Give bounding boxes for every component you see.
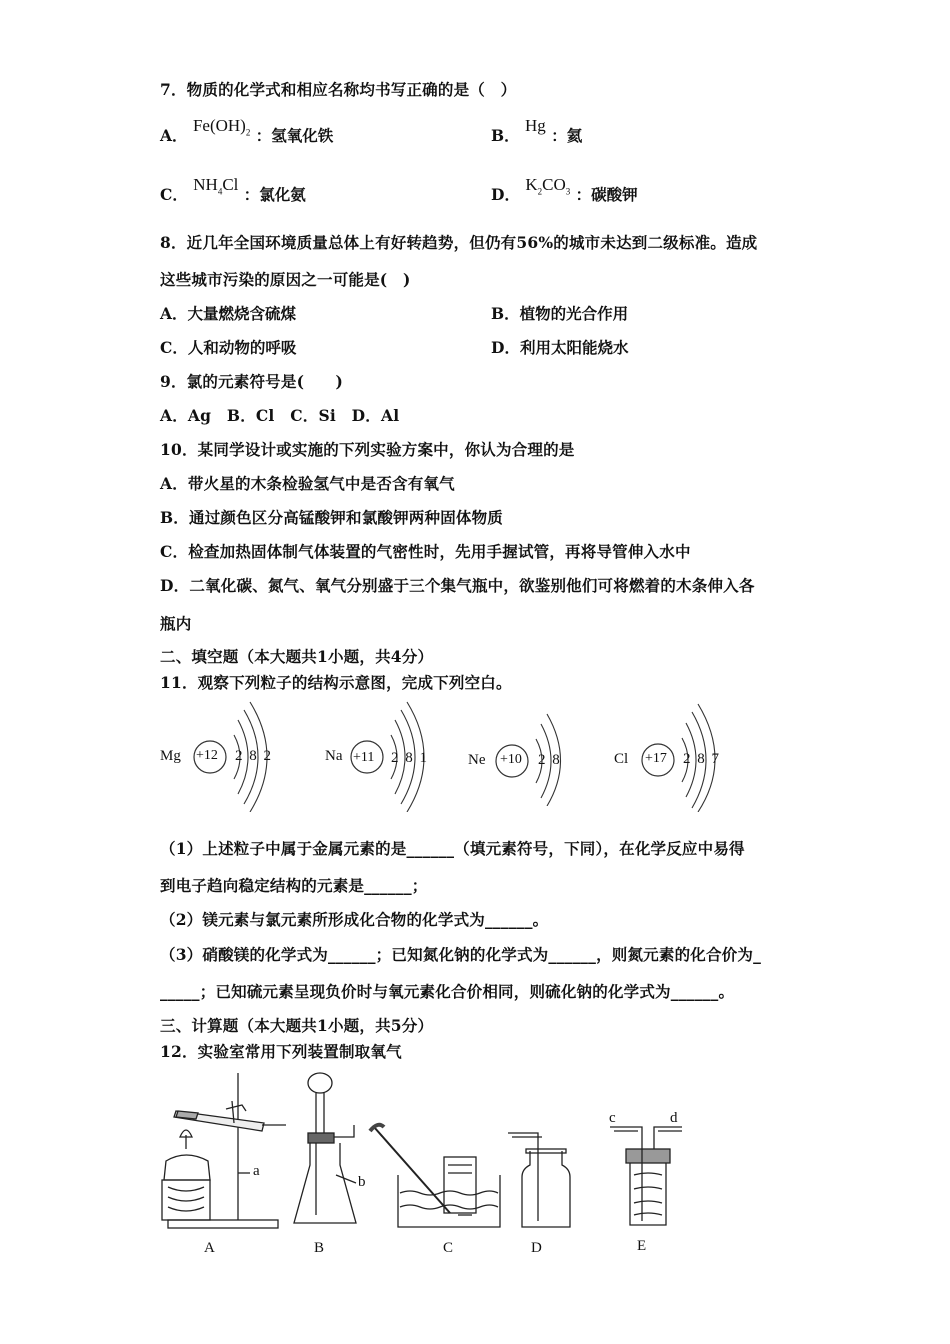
atom-symbol-mg: Mg (160, 748, 181, 764)
atom-shells-ne (468, 706, 578, 806)
q11-part3-line2: _____；已知硫元素呈现负价时与氧元素化合价相同，则硫化钠的化学式为______。 (160, 982, 735, 1001)
apparatus-drawing (158, 1065, 698, 1240)
apparatus-b-flask (294, 1073, 356, 1223)
atom-shells-cl (612, 700, 752, 812)
atom-shells-na (325, 700, 465, 812)
electron-shells-na: 2 8 1 (391, 750, 427, 766)
q8-option-c[interactable]: C．人和动物的呼吸 (160, 338, 297, 357)
q7-option-c[interactable]: C． $NH_4Cl$ ：氯化氨 (160, 175, 306, 204)
apparatus-mark-d: d (670, 1110, 678, 1126)
q11-part2: （2）镁元素与氯元素所形成化合物的化学式为______。 (160, 910, 549, 929)
apparatus-d-bottle (508, 1133, 570, 1227)
q10-option-b[interactable]: B．通过颜色区分高锰酸钾和氯酸钾两种固体物质 (160, 508, 504, 527)
q10-option-a[interactable]: A．带火星的木条检验氢气中是否含有氧气 (160, 474, 455, 493)
q10-stem: 10．某同学设计或实施的下列实验方案中，你认为合理的是 (160, 440, 575, 459)
apparatus-mark-b: b (358, 1174, 366, 1190)
q12-stem: 12．实验室常用下列装置制取氧气 (160, 1042, 402, 1061)
nucleus-charge-cl: +17 (645, 751, 667, 766)
atom-shells-mg (160, 700, 300, 812)
formula-k2co3: $K_2CO_3$ (525, 175, 571, 197)
formula-hg: Hg (525, 116, 546, 135)
apparatus-label-e: E (637, 1238, 647, 1254)
formula-fe-oh-2: $Fe(OH)_2$ (192, 116, 251, 138)
apparatus-mark-a: a (253, 1163, 260, 1179)
q8-option-a[interactable]: A．大量燃烧含硫煤 (160, 304, 297, 323)
q7-option-a[interactable]: A． $Fe(OH)_2$ ：氢氧化铁 (160, 116, 334, 145)
electron-shells-mg: 2 8 2 (235, 748, 271, 764)
atom-symbol-ne: Ne (468, 752, 486, 768)
section-fill-in-heading: 二、填空题（本大题共1小题，共4分） (160, 647, 434, 666)
q10-option-c[interactable]: C．检查加热固体制气体装置的气密性时，先用手握试管，再将导管伸入水中 (160, 542, 691, 561)
apparatus-mark-c: c (609, 1110, 616, 1126)
q11-part3-line1: （3）硝酸镁的化学式为______；已知氮化钠的化学式为______，则氮元素的化合价为_ (160, 945, 762, 964)
apparatus-label-a: A (204, 1240, 215, 1256)
apparatus-label-c: C (443, 1240, 454, 1256)
q7-stem: 7．物质的化学式和相应名称均书写正确的是（ ） (160, 80, 517, 99)
q7-option-b[interactable]: B． Hg ：氦 (491, 116, 583, 145)
section-calculation-heading: 三、计算题（本大题共1小题，共5分） (160, 1016, 434, 1035)
atom-symbol-na: Na (325, 748, 343, 764)
apparatus-label-b: B (314, 1240, 325, 1256)
q8-option-d[interactable]: D．利用太阳能烧水 (491, 338, 629, 357)
nucleus-charge-ne: +10 (500, 752, 522, 767)
q8-stem-line2: 这些城市污染的原因之一可能是( ) (160, 270, 411, 289)
q9-stem: 9．氯的元素符号是( ) (160, 372, 344, 391)
atom-symbol-cl: Cl (614, 751, 629, 767)
q10-option-d-line2[interactable]: 瓶内 (160, 614, 192, 633)
q11-stem: 11．观察下列粒子的结构示意图，完成下列空白。 (160, 673, 512, 692)
apparatus-label-d: D (531, 1240, 542, 1256)
nucleus-charge-mg: +12 (196, 748, 218, 763)
q11-part1-line1: （1）上述粒子中属于金属元素的是______（填元素符号，下同），在化学反应中易得 (160, 839, 745, 858)
q11-part1-line2: 到电子趋向稳定结构的元素是______； (160, 876, 428, 895)
q9-options[interactable]: A．Ag B．Cl C．Si D．Al (160, 406, 400, 425)
q7-option-d[interactable]: D． $K_2CO_3$ ：碳酸钾 (491, 175, 638, 204)
electron-shells-cl: 2 8 7 (683, 751, 719, 767)
electron-shells-ne: 2 8 (538, 752, 560, 768)
q8-option-b[interactable]: B．植物的光合作用 (491, 304, 629, 323)
q8-stem-line1: 8．近几年全国环境质量总体上有好转趋势，但仍有56%的城市未达到二级标准。造成 (160, 233, 758, 252)
apparatus-c-trough (370, 1125, 500, 1227)
nucleus-charge-na: +11 (353, 750, 375, 765)
q10-option-d-line1[interactable]: D．二氧化碳、氮气、氧气分别盛于三个集气瓶中，欲鉴别他们可将燃着的木条伸入各 (160, 576, 755, 595)
apparatus-a-heating (162, 1073, 286, 1228)
apparatus-e-washer (610, 1127, 682, 1225)
formula-nh4cl: $NH_4Cl$ (193, 175, 239, 197)
